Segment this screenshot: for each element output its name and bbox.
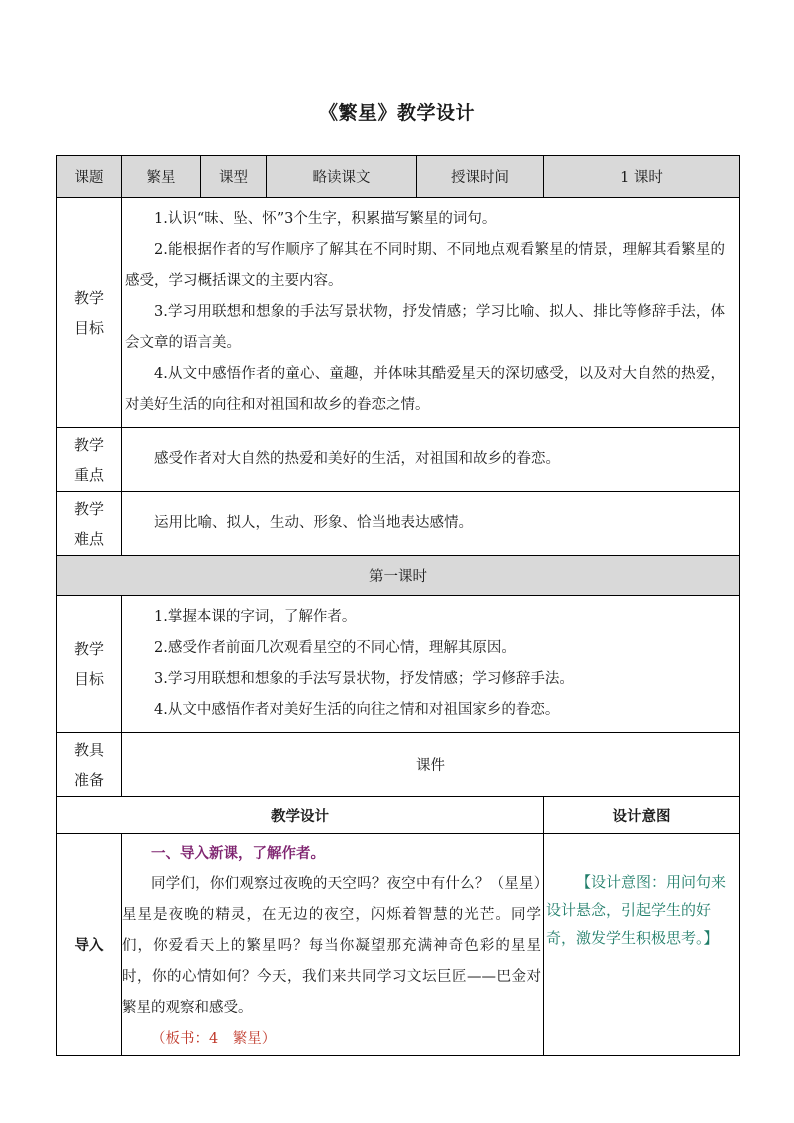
lesson-heading-row (57, 556, 740, 596)
objectives-label: 教学 目标 (57, 198, 122, 428)
difficulties-label: 教学 难点 (57, 492, 122, 556)
objective-item: 4.从文中感悟作者的童心、童趣，并体味其酷爱星天的深切感受，以及对大自然的热爱，对美好生活的向往和对祖国和故乡的眷恋之情。 (125, 366, 725, 413)
type-label: 课型 (201, 156, 267, 198)
board-note: （板书：4 繁星） (151, 1031, 277, 1047)
objective-item: 3.学习用联想和想象的手法写景状物，抒发情感；学习比喻、拟人、排比等修辞手法，体会文章的语言美。 (125, 304, 725, 351)
time-value: 1 课时 (544, 156, 740, 198)
topic-label: 课题 (57, 156, 122, 198)
time-label: 授课时间 (417, 156, 544, 198)
tools-label: 教具 准备 (57, 733, 122, 797)
lesson-objectives-content (122, 596, 740, 733)
objectives-content (122, 198, 740, 428)
intro-heading: 一、导入新课，了解作者。 (151, 845, 325, 862)
lesson-heading: 第一课时 (57, 556, 740, 596)
intro-label: 导入 (57, 834, 122, 1056)
difficulties-row (57, 492, 740, 556)
header-row (57, 156, 740, 198)
lesson-objectives-row (57, 596, 740, 733)
difficulties-text: 运用比喻、拟人，生动、形象、恰当地表达感情。 (154, 515, 473, 531)
objective-item: 1.认识“昧、坠、怀”3个生字，积累描写繁星的词句。 (154, 211, 497, 227)
key-points-label: 教学 重点 (57, 428, 122, 492)
lesson-objective-item: 2.感受作者前面几次观看星空的不同心情，理解其原因。 (154, 640, 516, 656)
lesson-plan-table (56, 155, 740, 1056)
key-points-row (57, 428, 740, 492)
intro-row (57, 834, 740, 1056)
type-value: 略读课文 (267, 156, 417, 198)
design-header-right: 设计意图 (544, 797, 740, 834)
key-points-text: 感受作者对大自然的热爱和美好的生活，对祖国和故乡的眷恋。 (154, 451, 560, 467)
intro-content (122, 834, 544, 1056)
intro-design-intent: 【设计意图：用问句来设计悬念，引起学生的好奇，激发学生积极思考。】 (546, 873, 727, 947)
lesson-objective-item: 4.从文中感悟作者对美好生活的向往之情和对祖国家乡的眷恋。 (154, 702, 560, 718)
design-header-row (57, 797, 740, 834)
topic-value: 繁星 (122, 156, 201, 198)
design-header-left: 教学设计 (57, 797, 544, 834)
tools-row (57, 733, 740, 797)
lesson-objective-item: 3.学习用联想和想象的手法写景状物，抒发情感；学习修辞手法。 (154, 671, 574, 687)
tools-value: 课件 (122, 733, 740, 797)
document-title: 《繁星》教学设计 (318, 102, 475, 124)
intro-design-intent-cell (544, 834, 740, 1056)
lesson-objective-item: 1.掌握本课的字词，了解作者。 (154, 609, 357, 625)
lesson-objectives-label: 教学 目标 (57, 596, 122, 733)
intro-body: 同学们，你们观察过夜晚的天空吗？夜空中有什么？（星星）星星是夜晚的精灵，在无边的夜空，闪烁着智慧的光芒。同学们，你爱看天上的繁星吗？每当你凝望那充满神奇色彩的星星时，你的心情如何？今天，我们来共同学习文坛巨匠——巴金对繁星的观察和感受。 (122, 876, 541, 1016)
objectives-row (57, 198, 740, 428)
objective-item: 2.能根据作者的写作顺序了解其在不同时期、不同地点观看繁星的情景，理解其看繁星的感受，学习概括课文的主要内容。 (125, 242, 725, 289)
